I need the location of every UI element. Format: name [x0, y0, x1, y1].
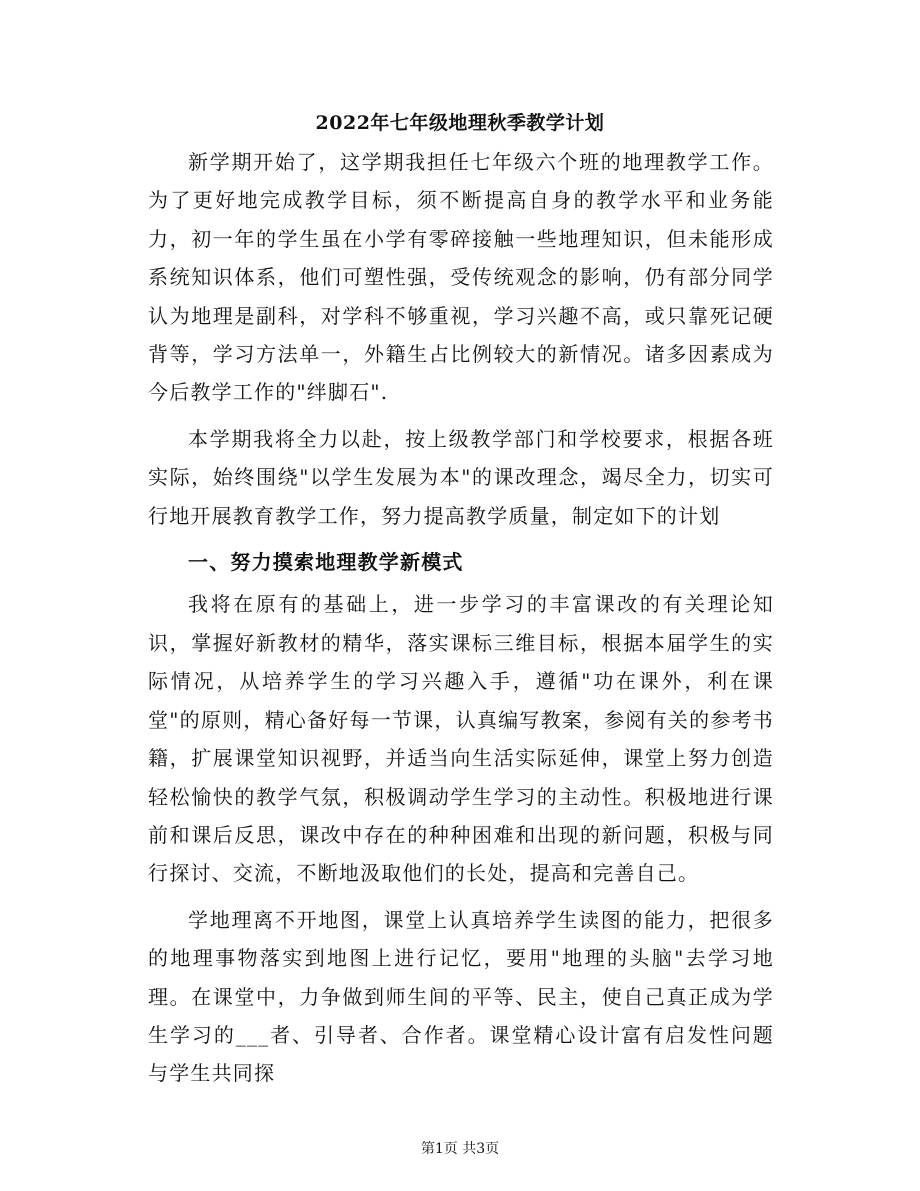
- paragraph-intro: 新学期开始了，这学期我担任七年级六个班的地理教学工作。为了更好地完成教学目标，须不断提高自身的教学水平和业务能力，初一年的学生虽在小学有零碎接触一些地理知识，但未能形成系统知识体系，他们可塑性强，受传统观念的影响，仍有部分同学认为地理是副科，对学科不够重视，学习兴趣不高，或只靠死记硬背等，学习方法单一，外籍生占比例较大的新情况。诸多因素成为今后教学工作的"绊脚石".: [148, 150, 774, 405]
- document-body: [148, 143, 774, 1101]
- section-heading: 一、努力摸索地理教学新模式: [188, 550, 464, 575]
- paragraph-map-reading: 学地理离不开地图，课堂上认真培养学生读图的能力，把很多的地理事物落实到地图上进行记忆，要用"地理的头脑"去学习地理。在课堂中，力争做到师生间的平等、民主，使自己真正成为学生学习的___者、引导者、合作者。课堂精心设计富有启发性问题与学生共同探: [148, 907, 774, 1086]
- document-title: 2022年七年级地理秋季教学计划: [315, 112, 605, 134]
- page-number: 第1页 共3页: [420, 1141, 500, 1157]
- paragraph-plan: 本学期我将全力以赴，按上级教学部门和学校要求，根据各班实际，始终围绕"以学生发展为本"的课改理念，竭尽全力，切实可行地开展教育教学工作，努力提高教学质量，制定如下的计划: [148, 426, 774, 528]
- paragraph-teaching-model: 我将在原有的基础上，进一步学习的丰富课改的有关理论知识，掌握好新教材的精华，落实课标三维目标，根据本届学生的实际情况，从培养学生的学习兴趣入手，遵循"功在课外，利在课堂"的原则，精心备好每一节课，认真编写教案，参阅有关的参考书籍，扩展课堂知识视野，并适当向生活实际延伸，课堂上努力创造轻松愉快的教学气氛，积极调动学生学习的主动性。积极地进行课前和课后反思，课改中存在的种种困难和出现的新问题，积极与同行探讨、交流，不断地汲取他们的长处，提高和完善自己。: [148, 592, 774, 886]
